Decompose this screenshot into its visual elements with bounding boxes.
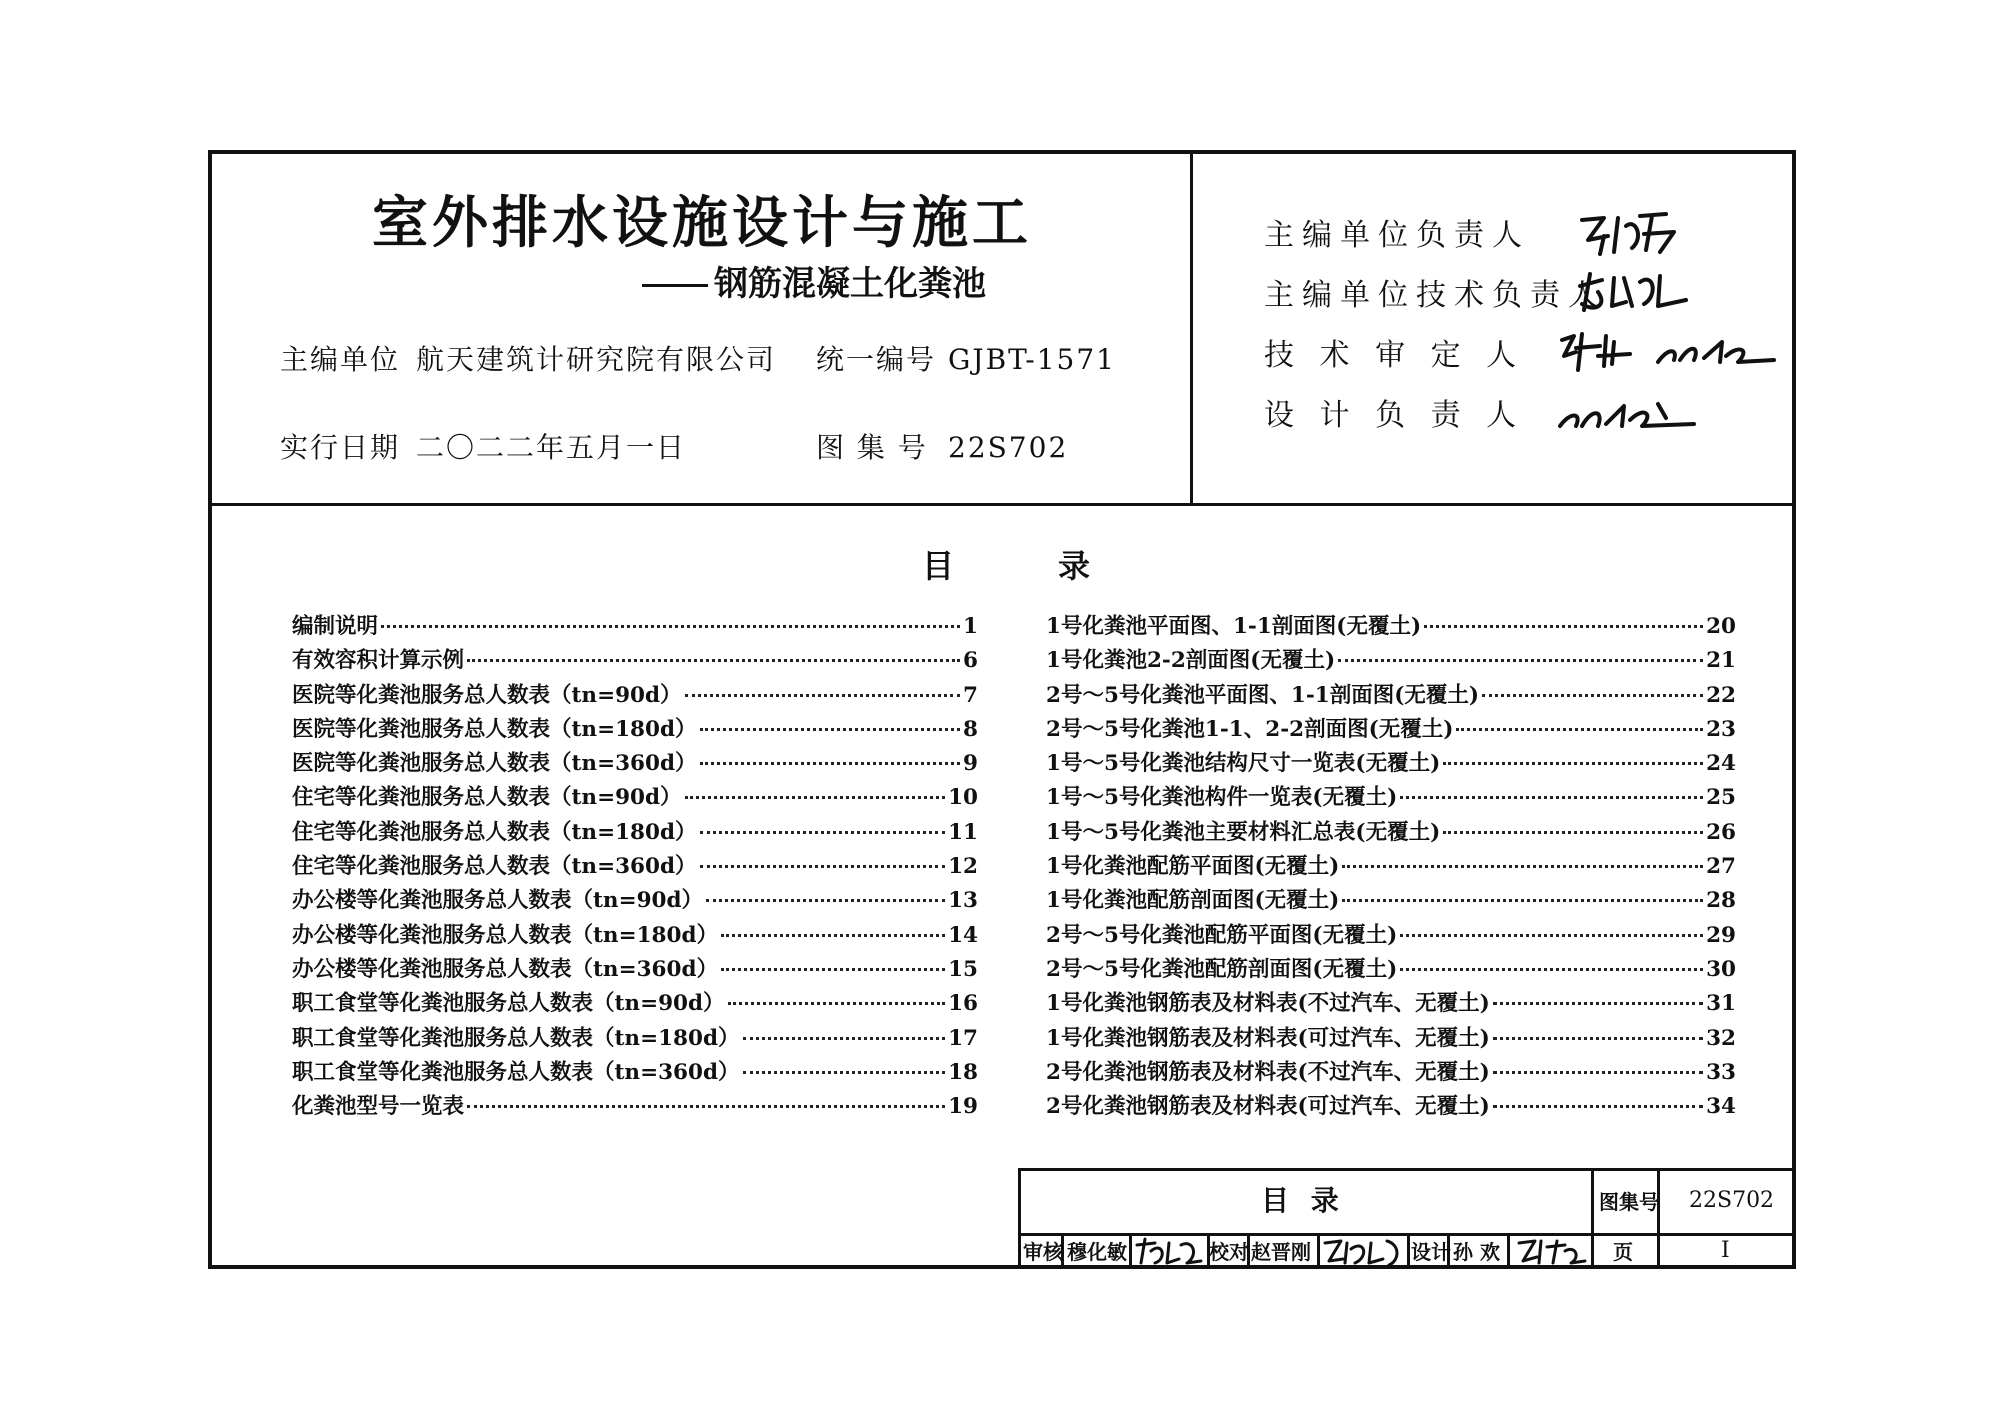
toc-leader-dots	[1400, 968, 1703, 971]
toc-entry-label: 2号～5号化粪池配筋平面图(无覆土)	[1046, 922, 1398, 948]
toc-entry	[292, 815, 978, 849]
chief-editor-responsible: 主编单位负责人	[1264, 218, 1530, 253]
toc-leader-dots	[1443, 831, 1703, 834]
signature-3	[1554, 326, 1784, 376]
review-name: 穆化敏	[1067, 1240, 1127, 1264]
toc-entry-page: 29	[1706, 922, 1736, 948]
editor-value: 航天建筑计研究院有限公司	[416, 343, 777, 376]
toc-entry-label: 2号化粪池钢筋表及材料表(可过汽车、无覆土)	[1046, 1094, 1490, 1120]
toc-entry-page: 17	[948, 1025, 978, 1051]
toc-entry-page: 31	[1706, 991, 1736, 1017]
toc-entry	[292, 986, 978, 1020]
toc-entry-label: 2号～5号化粪池1-1、2-2剖面图(无覆土)	[1046, 716, 1454, 742]
toc-heading: 目 录	[922, 547, 1091, 585]
toc-entry-page: 12	[948, 854, 978, 880]
toc-entry	[1046, 1089, 1736, 1123]
toc-entry-label: 医院等化粪池服务总人数表（tn=360d）	[292, 751, 697, 777]
toc-entry-page: 13	[948, 888, 978, 914]
header-divider	[212, 503, 1792, 506]
toc-entry-page: 14	[948, 922, 978, 948]
toc-entry-page: 28	[1706, 888, 1736, 914]
toc-leader-dots	[1456, 728, 1703, 731]
toc-entry	[292, 609, 978, 643]
toc-entry-label: 办公楼等化粪池服务总人数表（tn=90d）	[292, 888, 704, 914]
review-label: 审核	[1023, 1240, 1063, 1264]
toc-entry-label: 住宅等化粪池服务总人数表（tn=360d）	[292, 854, 697, 880]
toc-entry-page: 1	[963, 614, 978, 639]
toc-entry-label: 1号化粪池2-2剖面图(无覆土)	[1046, 648, 1336, 674]
toc-entry-page: 30	[1706, 956, 1736, 982]
toc-entry	[1046, 918, 1736, 952]
toc-entry-label: 1号～5号化粪池结构尺寸一览表(无覆土)	[1046, 751, 1441, 777]
toc-entry	[292, 1055, 978, 1089]
signature-2	[1574, 266, 1694, 316]
toc-entry-label: 医院等化粪池服务总人数表（tn=180d）	[292, 716, 697, 742]
toc-entry	[292, 780, 978, 814]
page-value: Ⅰ	[1721, 1238, 1730, 1263]
toc-entry	[292, 952, 978, 986]
atlas-title: 室外排水设施设计与施工	[372, 191, 1032, 256]
toc-entry-label: 1号化粪池钢筋表及材料表(可过汽车、无覆土)	[1046, 1025, 1490, 1051]
toc-right-column	[1046, 609, 1736, 1123]
toc-leader-dots	[1400, 934, 1703, 937]
toc-leader-dots	[1338, 659, 1703, 662]
toc-leader-dots	[721, 934, 945, 937]
toc-leader-dots	[728, 1002, 946, 1005]
toc-entry	[1046, 1055, 1736, 1089]
toc-entry-page: 25	[1706, 785, 1736, 811]
toc-entry-label: 2号～5号化粪池配筋剖面图(无覆土)	[1046, 956, 1398, 982]
toc-entry-label: 有效容积计算示例	[292, 648, 465, 674]
toc-entry-label: 住宅等化粪池服务总人数表（tn=90d）	[292, 785, 682, 811]
toc-leader-dots	[1342, 865, 1703, 868]
toc-entry-page: 26	[1706, 819, 1736, 845]
toc-entry-label: 1号化粪池钢筋表及材料表(不过汽车、无覆土)	[1046, 991, 1490, 1017]
toc-entry-label: 1号化粪池配筋剖面图(无覆土)	[1046, 888, 1340, 914]
toc-leader-dots	[1424, 625, 1703, 628]
toc-entry-page: 23	[1706, 716, 1736, 742]
code-label: 统一编号	[816, 343, 937, 376]
signature-4	[1554, 388, 1704, 438]
toc-entry-page: 24	[1706, 751, 1736, 777]
title-block-atlas-label: 图集号	[1599, 1190, 1659, 1214]
toc-leader-dots	[381, 625, 960, 628]
editor-label: 主编单位	[280, 343, 401, 376]
toc-entry-page: 7	[963, 682, 978, 708]
toc-entry-label: 办公楼等化粪池服务总人数表（tn=180d）	[292, 922, 718, 948]
toc-leader-dots	[1493, 1105, 1703, 1108]
toc-entry	[1046, 986, 1736, 1020]
toc-entry	[1046, 1021, 1736, 1055]
toc-leader-dots	[721, 968, 945, 971]
toc-entry	[1046, 643, 1736, 677]
toc-entry-page: 33	[1706, 1059, 1736, 1085]
toc-entry-page: 20	[1706, 614, 1736, 639]
toc-entry-page: 16	[948, 991, 978, 1017]
toc-leader-dots	[1493, 1002, 1703, 1005]
toc-entry	[292, 918, 978, 952]
technical-approver: 技 术 审 定 人	[1264, 338, 1525, 373]
toc-entry-label: 职工食堂等化粪池服务总人数表（tn=90d）	[292, 991, 725, 1017]
toc-leader-dots	[467, 1105, 945, 1108]
toc-entry-label: 医院等化粪池服务总人数表（tn=90d）	[292, 682, 682, 708]
toc-entry	[1046, 883, 1736, 917]
toc-leader-dots	[1493, 1037, 1703, 1040]
title-block	[1018, 1168, 1796, 1269]
toc-entry	[292, 883, 978, 917]
toc-entry-label: 化粪池型号一览表	[292, 1094, 465, 1120]
toc-entry	[292, 643, 978, 677]
toc-leader-dots	[700, 728, 961, 731]
toc-entry-label: 职工食堂等化粪池服务总人数表（tn=180d）	[292, 1025, 740, 1051]
toc-entry	[1046, 952, 1736, 986]
toc-leader-dots	[685, 796, 946, 799]
toc-entry-label: 1号～5号化粪池主要材料汇总表(无覆土)	[1046, 819, 1441, 845]
toc-left-column	[292, 609, 978, 1123]
toc-entry-label: 1号～5号化粪池构件一览表(无覆土)	[1046, 785, 1398, 811]
atlas-number-value: 22S702	[948, 431, 1069, 464]
toc-entry-label: 编制说明	[292, 614, 379, 639]
check-signature	[1321, 1235, 1405, 1267]
toc-entry	[292, 678, 978, 712]
toc-entry-page: 22	[1706, 682, 1736, 708]
toc-entry	[1046, 678, 1736, 712]
toc-entry	[292, 712, 978, 746]
toc-entry-page: 10	[948, 785, 978, 811]
toc-entry	[292, 746, 978, 780]
toc-entry-page: 32	[1706, 1025, 1736, 1051]
toc-leader-dots	[706, 899, 945, 902]
date-value: 二〇二二年五月一日	[416, 431, 687, 464]
chief-technical-responsible: 主编单位技术负责人	[1264, 278, 1606, 313]
toc-entry	[1046, 815, 1736, 849]
toc-entry	[1046, 849, 1736, 883]
toc-entry-page: 9	[963, 751, 978, 777]
title-block-name: 目 录	[1261, 1184, 1345, 1217]
toc-entry	[1046, 780, 1736, 814]
check-label: 校对	[1209, 1240, 1249, 1264]
toc-leader-dots	[1443, 762, 1703, 765]
toc-entry-label: 1号化粪池配筋平面图(无覆土)	[1046, 854, 1340, 880]
toc-entry	[1046, 609, 1736, 643]
toc-entry-label: 2号～5号化粪池平面图、1-1剖面图(无覆土)	[1046, 682, 1480, 708]
toc-entry-page: 21	[1706, 648, 1736, 674]
toc-entry-label: 住宅等化粪池服务总人数表（tn=180d）	[292, 819, 697, 845]
drawing-sheet	[208, 150, 1796, 1269]
toc-entry-label: 职工食堂等化粪池服务总人数表（tn=360d）	[292, 1059, 740, 1085]
toc-leader-dots	[1493, 1071, 1703, 1074]
date-label: 实行日期	[280, 431, 401, 464]
toc-leader-dots	[685, 694, 960, 697]
toc-entry-label: 1号化粪池平面图、1-1剖面图(无覆土)	[1046, 614, 1422, 639]
toc-entry-page: 34	[1706, 1094, 1736, 1120]
toc-entry	[292, 1089, 978, 1123]
toc-entry	[292, 849, 978, 883]
toc-leader-dots	[1342, 899, 1703, 902]
review-signature	[1133, 1235, 1205, 1267]
signature-1	[1574, 208, 1684, 258]
toc-leader-dots	[700, 865, 946, 868]
toc-leader-dots	[700, 762, 961, 765]
toc-entry-label: 办公楼等化粪池服务总人数表（tn=360d）	[292, 956, 718, 982]
page-label: 页	[1613, 1240, 1633, 1264]
toc-entry-page: 11	[948, 819, 978, 845]
toc-leader-dots	[743, 1037, 946, 1040]
toc-leader-dots	[1400, 796, 1703, 799]
design-name: 孙 欢	[1453, 1240, 1500, 1264]
toc-entry-label: 2号化粪池钢筋表及材料表(不过汽车、无覆土)	[1046, 1059, 1490, 1085]
toc-entry	[1046, 746, 1736, 780]
toc-entry	[292, 1021, 978, 1055]
toc-leader-dots	[1482, 694, 1703, 697]
toc-entry-page: 19	[948, 1094, 978, 1120]
toc-entry-page: 8	[963, 716, 978, 742]
toc-leader-dots	[743, 1071, 946, 1074]
design-signature	[1513, 1235, 1589, 1267]
design-label: 设计	[1411, 1240, 1451, 1264]
toc-entry-page: 27	[1706, 854, 1736, 880]
toc-entry-page: 15	[948, 956, 978, 982]
toc-entry	[1046, 712, 1736, 746]
toc-entry-page: 6	[963, 648, 978, 674]
atlas-subtitle: 钢筋混凝土化粪池	[642, 262, 986, 306]
toc-leader-dots	[700, 831, 946, 834]
design-responsible: 设 计 负 责 人	[1264, 398, 1525, 433]
title-block-atlas-value: 22S702	[1689, 1188, 1775, 1213]
toc-entry-page: 18	[948, 1059, 978, 1085]
toc-leader-dots	[467, 659, 960, 662]
atlas-number-label: 图 集 号	[816, 431, 928, 464]
check-name: 赵晋刚	[1251, 1240, 1311, 1264]
code-value: GJBT-1571	[948, 343, 1116, 376]
